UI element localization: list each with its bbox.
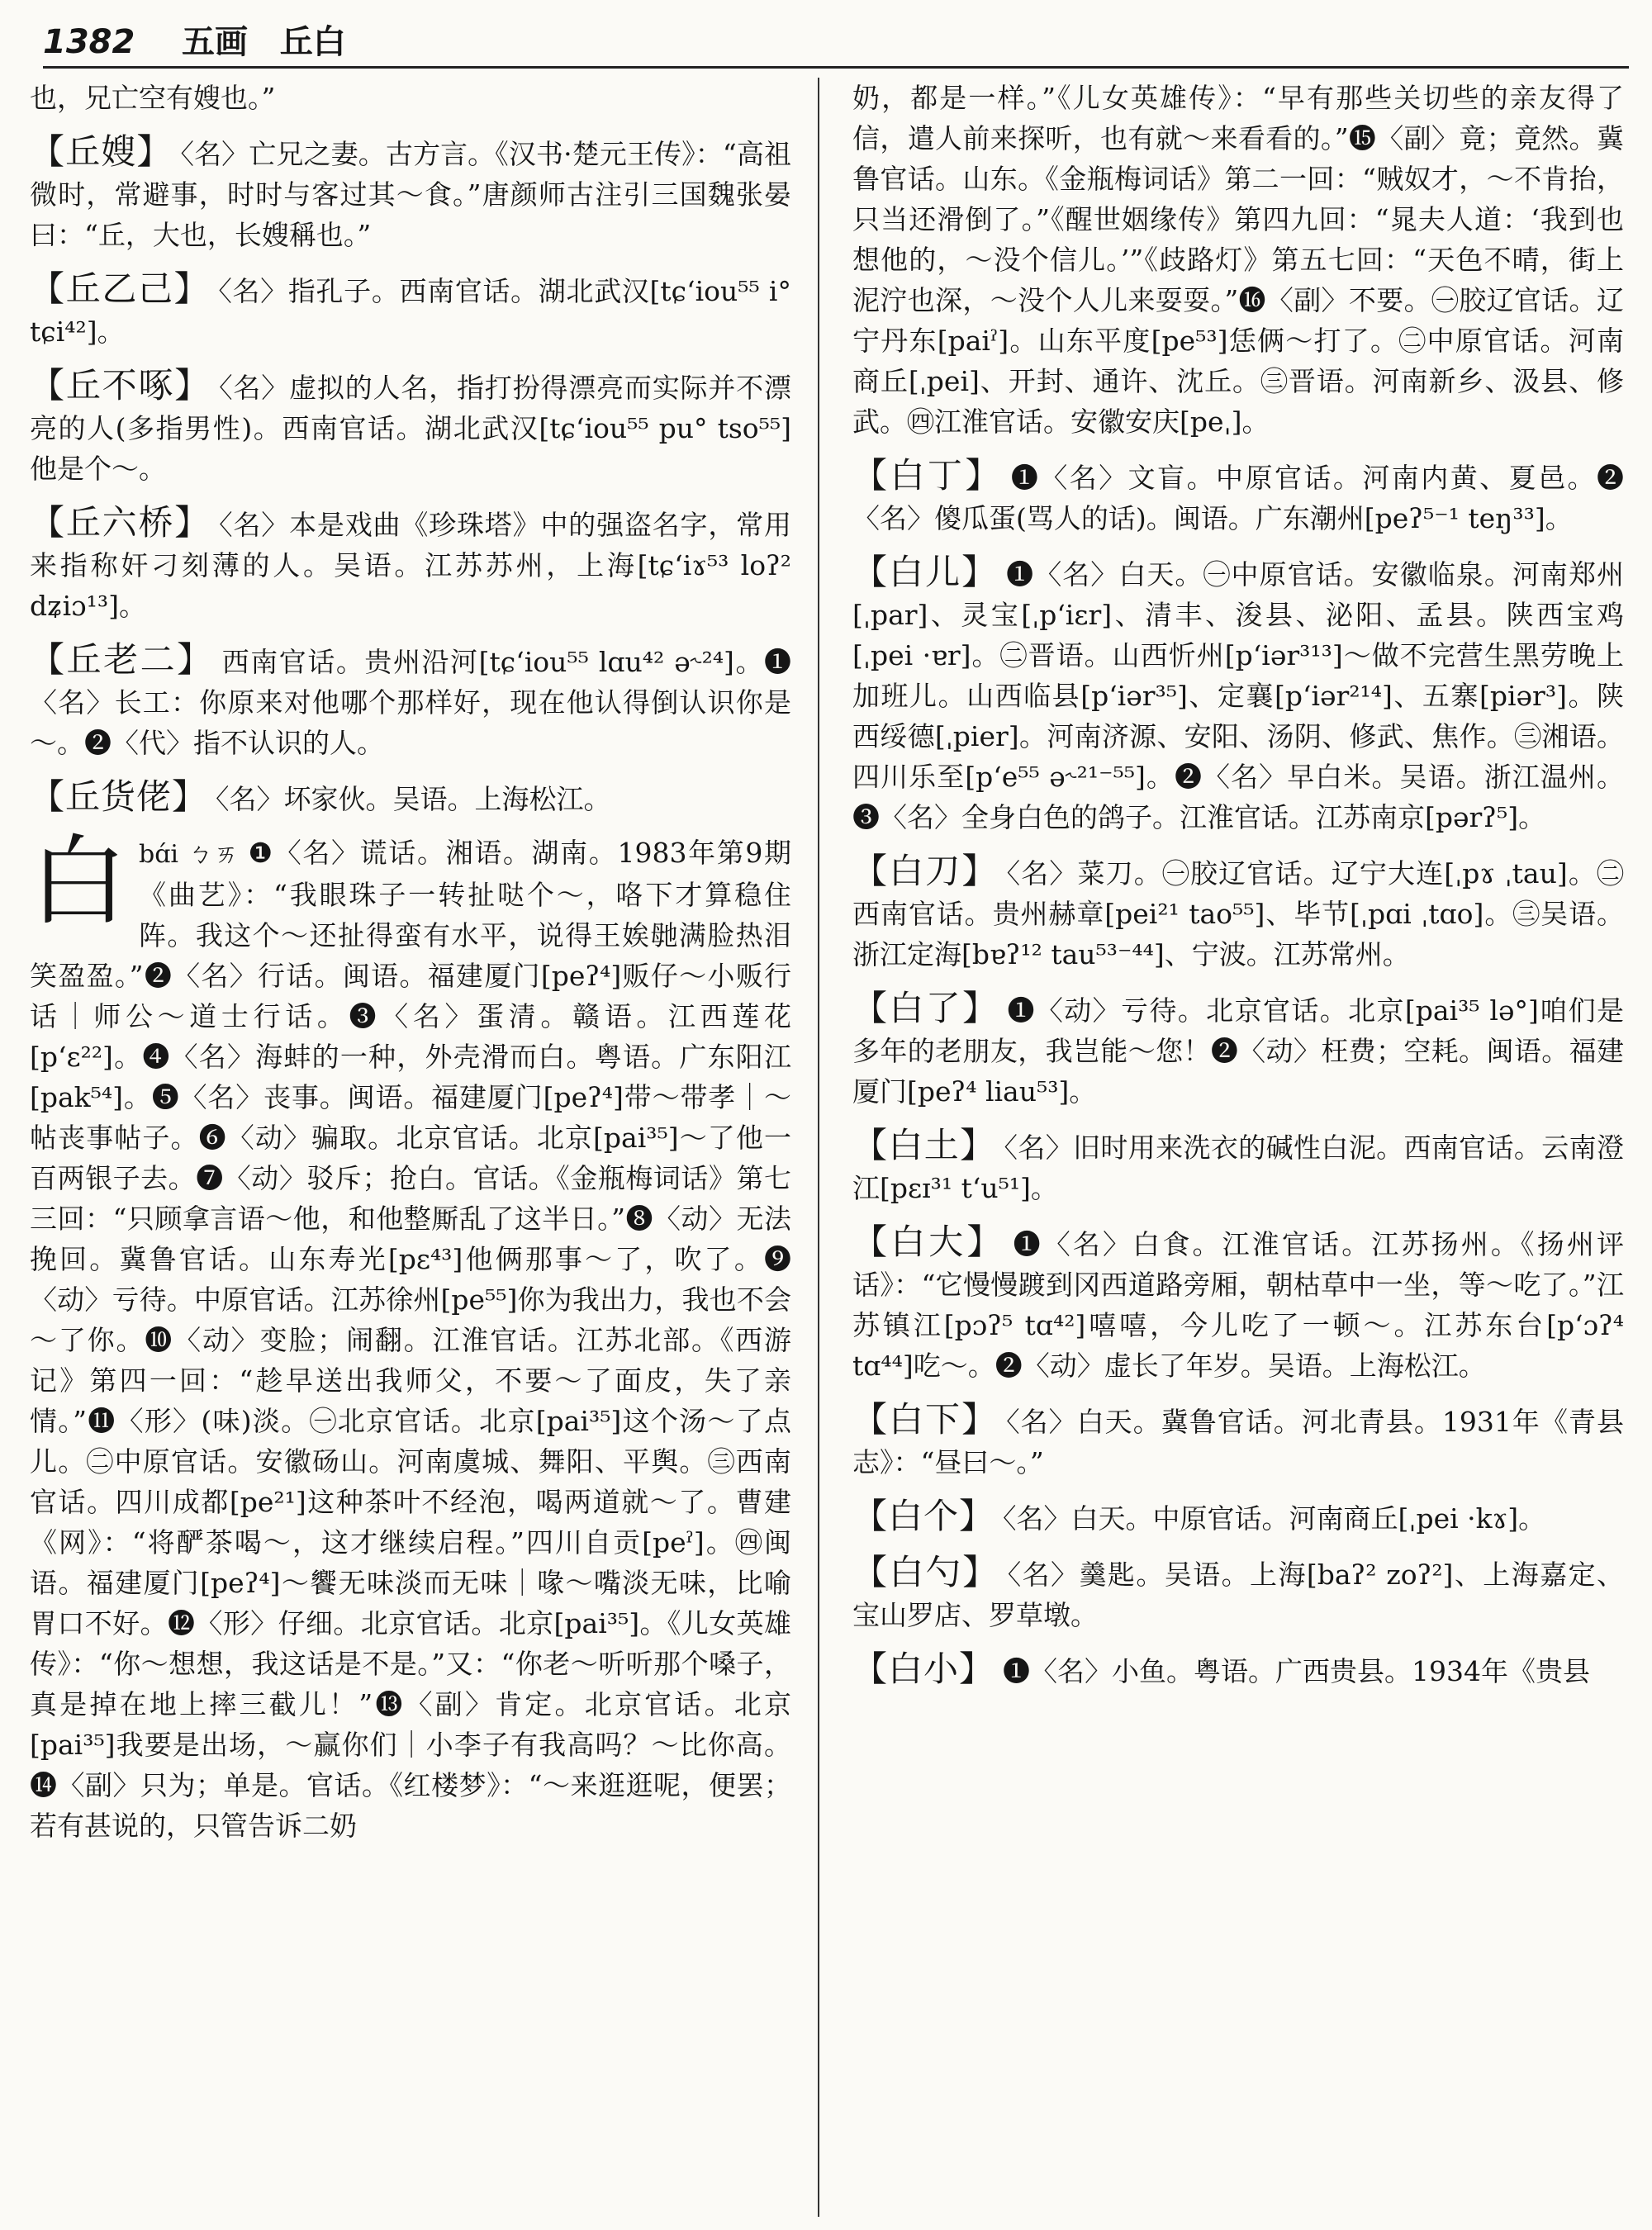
right-column bbox=[852, 78, 1624, 2217]
entry-definition: 〈名〉旧时用来洗衣的碱性白泥。西南官话。云南澄江[pɛɪ³¹ tʻu⁵¹]。 bbox=[852, 1132, 1624, 1204]
dictionary-entry bbox=[30, 365, 791, 489]
dictionary-entry bbox=[30, 639, 791, 763]
entry-definition: 〈名〉指孔子。西南官话。湖北武汉[tɕʻiou⁵⁵ i° tɕi⁴²]。 bbox=[30, 275, 791, 348]
entry-headword: 【白个】 bbox=[852, 1496, 995, 1536]
dictionary-entry bbox=[852, 552, 1624, 837]
entry-headword: 【丘老二】 bbox=[30, 639, 214, 680]
dictionary-entry bbox=[852, 1399, 1624, 1483]
dictionary-entry bbox=[852, 1125, 1624, 1208]
dictionary-entry bbox=[30, 78, 791, 118]
entry-definition: 〈名〉亡兄之妻。古方言。《汉书·楚元王传》：“高祖微时，常避事，时时与客过其～食。”唐颜师古注引三国魏张晏曰：“丘，大也，长嫂稱也。” bbox=[30, 138, 791, 251]
entry-definition: 〈名〉坏家伙。吴语。上海松江。 bbox=[216, 783, 611, 815]
entry-headword: 【丘乙己】 bbox=[30, 268, 211, 309]
entry-headword: 【丘嫂】 bbox=[30, 131, 173, 172]
entry-definition: ❶〈名〉小鱼。粤语。广西贵县。1934年《贵县 bbox=[1003, 1655, 1590, 1687]
column-divider bbox=[818, 78, 819, 2217]
entry-definition: 〈名〉白天。中原官话。河南商丘[ˌpei ·kɤ]。 bbox=[1003, 1502, 1546, 1535]
section-label: 五画 bbox=[182, 23, 249, 61]
entry-headword: 【白小】 bbox=[852, 1649, 995, 1689]
entry-definition: ❶〈名〉白天。㊀中原官话。安徽临泉。河南郑州[ˌpar]、灵宝[ˌpʻiɛr]、清丰、浚县、泌阳、孟县。陕西宝鸡[ˌpei ·ɐr]。㊁晋语。山西忻州[pʻiər³¹³]～做不完营生黑劳晚上加班儿。山西临县[pʻiər³⁵]、定襄[pʻiər²¹⁴]、五寨[piər³]。陕西绥德[ˌpier]。河南济源、安阳、汤阴、修武、焦作。㊂湘语。四川乐至[pʻe⁵⁵ ə˞²¹⁻⁵⁵]。❷〈名〉早白米。吴语。浙江温州。❸〈名〉全身白色的鸽子。江淮官话。江苏南京[pərʔ⁵]。 bbox=[852, 558, 1624, 833]
entry-headword: 【白儿】 bbox=[852, 552, 999, 592]
dictionary-entry bbox=[852, 1552, 1624, 1635]
dictionary-entry bbox=[852, 1222, 1624, 1386]
dictionary-entry bbox=[30, 502, 791, 626]
main-character-entry bbox=[30, 824, 791, 1846]
entry-headword: 【丘货佬】 bbox=[30, 776, 208, 817]
page-header bbox=[43, 18, 1629, 69]
entry-definition: 奶，都是一样。”《儿女英雄传》：“早有那些关切些的亲友得了信，遣人前来探听，也有就～来看看的。”⓯〈副〉竟；竟然。冀鲁官话。山东。《金瓶梅词话》第二一回：“贼奴才，～不肯抬，只当还滑倒了。”《醒世姻缘传》第四九回：“晁夫人道：‘我到也想他的，～没个信儿。’”《歧路灯》第五七回：“天色不晴，街上泥泞也深，～没个人儿来耍耍。”⓰〈副〉不要。㊀胶辽官话。辽宁丹东[paiˀ]。山东平度[pe⁵³]恁俩～打了。㊁中原官话。河南商丘[ˌpei]、开封、通许、沈丘。㊂晋语。河南新乡、汲县、修武。㊃江淮官话。安徽安庆[peˌ]。 bbox=[852, 82, 1624, 438]
entry-headword: 【白刀】 bbox=[852, 851, 999, 891]
pinyin-reading: bɑ́i ㄅㄞ bbox=[139, 840, 240, 869]
headword-range: 丘白 bbox=[279, 23, 346, 61]
dictionary-entry bbox=[852, 1649, 1624, 1691]
entry-headword: 【白大】 bbox=[852, 1222, 1005, 1262]
entry-headword: 【白丁】 bbox=[852, 455, 1003, 496]
entry-definition: 〈名〉白天。冀鲁官话。河北青县。1931年《青县志》：“昼曰～。” bbox=[852, 1406, 1624, 1478]
entry-headword: 【丘不啄】 bbox=[30, 365, 211, 406]
entry-definition: 〈名〉本是戏曲《珍珠塔》中的强盗名字，常用来指称奸刁刻薄的人。吴语。江苏苏州，上海[tɕʻiɤ⁵³ loʔ² dʑiɔ¹³]。 bbox=[30, 509, 791, 622]
dictionary-entry bbox=[852, 1496, 1624, 1539]
entry-definition: ❶〈名〉谎话。湘语。湖南。1983年第9期《曲艺》：“我眼珠子一转扯哒个～，咯下才算稳住阵。我这个～还扯得蛮有水平，说得王娭毑满脸热泪笑盈盈。”❷〈名〉行话。闽语。福建厦门[peʔ⁴]贩仔～小贩行话｜师公～道士行话。❸〈名〉蛋清。赣语。江西莲花[pʻɛ²²]。❹〈名〉海蚌的一种，外壳滑而白。粤语。广东阳江[pak⁵⁴]。❺〈名〉丧事。闽语。福建厦门[peʔ⁴]带～带孝｜～帖丧事帖子。❻〈动〉骗取。北京官话。北京[pai³⁵]～了他一百两银子去。❼〈动〉驳斥；抢白。官话。《金瓶梅词话》第七三回：“只顾拿言语～他，和他整厮乱了这半日。”❽〈动〉无法挽回。冀鲁官话。山东寿光[pɛ⁴³]他俩那事～了，吹了。❾〈动〉亏待。中原官话。江苏徐州[pe⁵⁵]你为我出力，我也不会～了你。❿〈动〉变脸；闹翻。江淮官话。江苏北部。《西游记》第四一回：“趁早送出我师父，不要～了面皮，失了亲情。”⓫〈形〉(味)淡。㊀北京官话。北京[pai³⁵]这个汤～了点儿。㊁中原官话。安徽砀山。河南虞城、舞阳、平舆。㊂西南官话。四川成都[pe²¹]这种茶叶不经泡，喝两道就～了。曹建《网》：“将酽茶喝～，这才继续启程。”四川自贡[peˀ]。㊃闽语。福建厦门[peʔ⁴]～饗无味淡而无味｜喙～嘴淡无味，比喻胃口不好。⓬〈形〉仔细。北京官话。北京[pai³⁵]。《儿女英雄传》：“你～想想，我这话是不是。”又：“你老～听听那个嗓子，真是掉在地上摔三截儿！”⓭〈副〉肯定。北京官话。北京[pai³⁵]我要是出场，～赢你们｜小李子有我高吗？～比你高。⓮〈副〉只为；单是。官话。《红楼梦》：“～来逛逛呢，便罢；若有甚说的，只管告诉二奶 bbox=[30, 837, 791, 1842]
dictionary-entry bbox=[30, 131, 791, 255]
dictionary-entry bbox=[30, 776, 791, 819]
entry-definition: 西南官话。贵州沿河[tɕʻiou⁵⁵ lɑu⁴² ə˞²⁴]。❶〈名〉长工：你原来对他哪个那样好，现在他认得倒认识你是～。❷〈代〉指不认识的人。 bbox=[30, 646, 791, 759]
dictionary-entry bbox=[852, 851, 1624, 975]
entry-headword: 【丘六桥】 bbox=[30, 502, 211, 543]
dictionary-entry bbox=[852, 988, 1624, 1112]
entry-headword: 【白下】 bbox=[852, 1399, 999, 1440]
main-character-headword: 白 bbox=[30, 824, 128, 938]
entry-definition: ❶〈名〉白食。江淮官话。江苏扬州。《扬州评话》：“它慢慢踱到冈西道路旁厢，朝枯草中一坐，等～吃了。”江苏镇江[pɔʔ⁵ tɑ⁴²]嘻嘻，今儿吃了一顿～。江苏东台[pʻɔʔ⁴ tɑ⁴⁴]吃～。❷〈动〉虚长了年岁。吴语。上海松江。 bbox=[852, 1228, 1624, 1382]
dictionary-entry bbox=[30, 268, 791, 352]
entry-definition: ❶〈动〉亏待。北京官话。北京[pai³⁵ lə°]咱们是多年的老朋友，我岂能～您！❷〈动〉枉费；空耗。闽语。福建厦门[peʔ⁴ liau⁵³]。 bbox=[852, 994, 1624, 1108]
entry-headword: 【白勺】 bbox=[852, 1552, 999, 1592]
entry-definition: ❶〈名〉文盲。中原官话。河南内黄、夏邑。❷〈名〉傻瓜蛋(骂人的话)。闽语。广东潮州[peʔ⁵⁻¹ teŋ³³]。 bbox=[852, 462, 1624, 534]
entry-headword: 【白了】 bbox=[852, 988, 999, 1028]
entry-definition: 也，兄亡空有嫂也。” bbox=[30, 82, 276, 114]
page-number: 1382 bbox=[43, 23, 135, 61]
entry-definition: 〈名〉菜刀。㊀胶辽官话。辽宁大连[ˌpɤ ˌtau]。㊁西南官话。贵州赫章[pei²¹ tao⁵⁵]、毕节[ˌpɑi ˌtɑo]。㊂吴语。浙江定海[bɐʔ¹² tau⁵³⁻⁴⁴]、宁波。江苏常州。 bbox=[852, 857, 1624, 970]
entry-headword: 【白土】 bbox=[852, 1125, 996, 1165]
dictionary-entry bbox=[852, 78, 1624, 442]
entry-definition: 〈名〉羹匙。吴语。上海[baʔ² zoʔ²]、上海嘉定、宝山罗店、罗草墩。 bbox=[852, 1559, 1624, 1631]
entry-definition: 〈名〉虚拟的人名，指打扮得漂亮而实际并不漂亮的人(多指男性)。西南官话。湖北武汉[tɕʻiou⁵⁵ pu° tso⁵⁵]他是个～。 bbox=[30, 372, 791, 485]
dictionary-entry bbox=[852, 455, 1624, 539]
left-column bbox=[30, 78, 791, 2217]
